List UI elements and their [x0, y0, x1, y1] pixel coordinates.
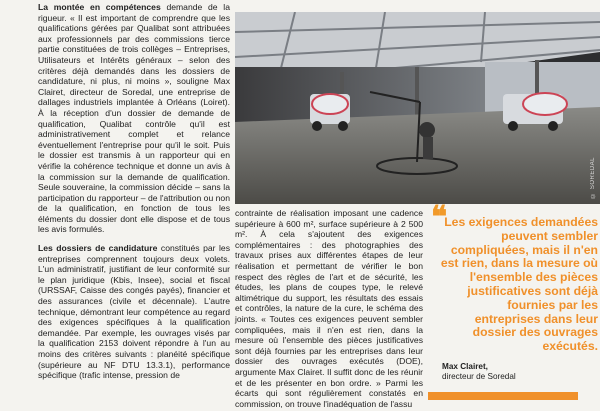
warehouse-photo	[235, 12, 600, 204]
paragraph-text: demande de la rigueur. « Il est important de comprendre que les qualifications gérées par Qualibat sont attribuées aux professionnels par des commissions tierce partie constituées de trois collèges – Entreprises, Utilisateurs et Intérêts généraux – selon des critères déjà demandés dans les dossiers de candidature, ni plus, ni moins », souligne Max Clairet, directeur de Soredal, une entreprise de dallages industriels implantée à Orléans (Loiret). À la réception d'un dossier de demande de qualification, Qualibat contrôle qu'il est administrativement complet et relance éventuellement l'entreprise pour qu'il le soit. Puis le dossier est transmis à un rapporteur qui en vérifie la cohérence technique et donne un avis à la commission sur la demande de qualification. Seule souveraine, la commission décide – sans la participation du rapporteur – de l'attribution ou non de la qualification, en fonction de tous les éléments du dossier dont elle dispose et de tous les avis formulés.	[38, 2, 230, 235]
pull-quote	[428, 202, 600, 400]
paragraph-dossiers	[38, 243, 230, 381]
photo-credit: © SOREDAL	[590, 157, 596, 198]
paragraph-continuation: contrainte de réalisation imposant une cadence supérieure à 600 m², surface supérieure à 2 500 m². À cela s'ajoutent des exigences complémentaires : des photographies des travaux prises aux différentes étapes de leur réalisation et permettant de vérifier le bon respect des règles de l'art et de sécurité, les études, les plans de coupes type, le relevé altimétrique du support, les résultats des essais et contrôles, la nature de la cure, le schéma des joints. « Toutes ces exigences peuvent sembler compliquées, mais il n'en est rien, dans la mesure où l'ensemble des pièces justificatives sont déjà fournies par les entreprises dans leur dossier des ouvrages exécutés (DOE), argumente Max Clairet. Il suffit donc de les réunir et de les présenter en bon ordre. » Parmi les écarts qui sont régulièrement constatés en commission, on trouve l'inadéquation de l'assu	[235, 208, 423, 409]
left-column	[38, 2, 230, 383]
section-heading-2: Les dossiers de candidature	[38, 243, 158, 254]
accent-bar	[428, 392, 578, 400]
photo-illustration	[235, 12, 600, 204]
paragraph-text-2: constitués par les entreprises comprennent toujours deux volets. L'un administratif, justifiant de leur conformité sur le plan juridique (Kbis, Insee), social et fiscal (URSSAF, Caisse des congés payés), financier et des assurances (civile et décennale). L'autre technique, démontrant leur compétence au regard des exigences spécifiques à la qualification demandée. Par exemple, les ouvrages visés par la qualification 2153 doivent répondre à l'un au moins des critères suivants : planéité spécifique (supérieure au NF DTU 13.3.1), performance spécifique (trafic intense, pression de	[38, 243, 231, 381]
quote-author-name: Max Clairet,	[442, 362, 488, 371]
paragraph-intro	[38, 2, 230, 235]
quote-author-role: directeur de Soredal	[442, 372, 516, 381]
middle-column	[235, 208, 423, 411]
pull-quote-text: Les exigences demandées peuvent sembler compliquées, mais il n'en est rien, dans la mesure où l'ensemble des pièces justificatives sont déjà fournies par les entreprises dans leur dossier des ouvrages exécutés.	[440, 215, 598, 354]
quote-mark-icon: ❝	[431, 200, 448, 235]
section-heading: La montée en compétences	[38, 2, 161, 12]
quote-attribution	[442, 362, 592, 382]
